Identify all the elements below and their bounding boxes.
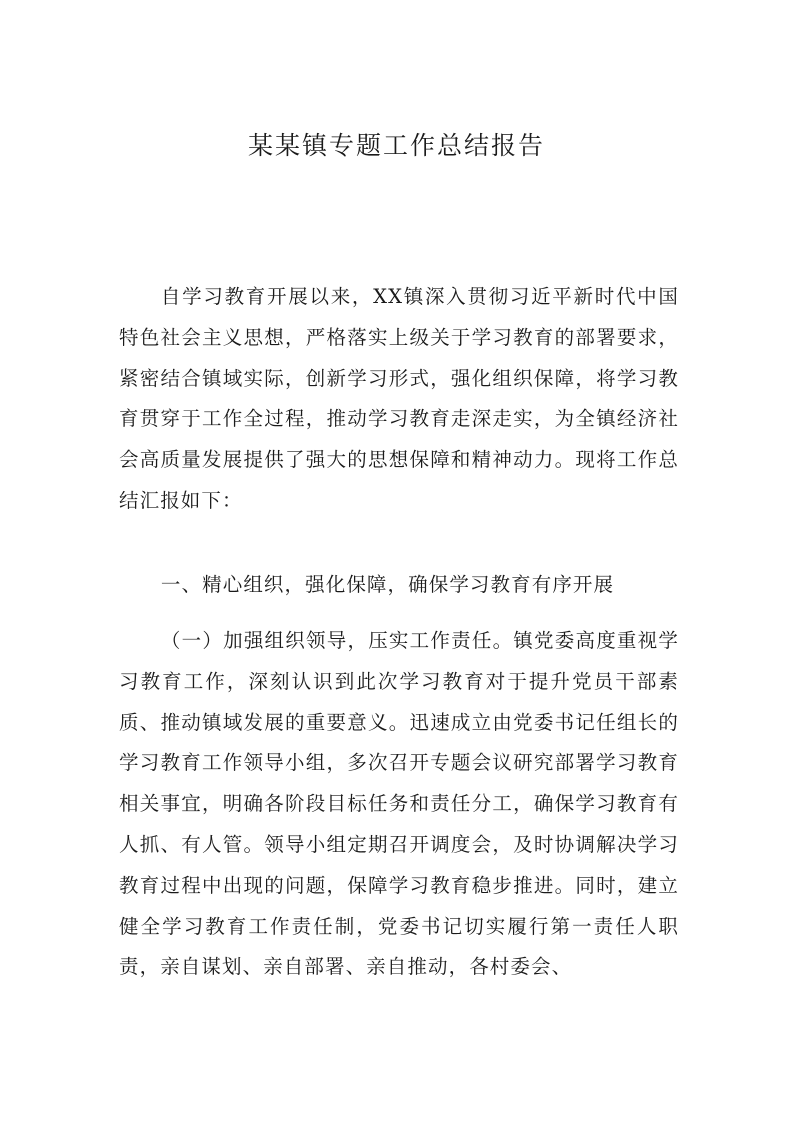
intro-paragraph: 自学习教育开展以来，XX镇深入贯彻习近平新时代中国特色社会主义思想，严格落实上级关于学习教育的部署要求，紧密结合镇域实际，创新学习形式，强化组织保障，将学习教育贯穿于工作全过程，推动学习教育走深走实，为全镇经济社会高质量发展提供了强大的思想保障和精神动力。现将工作总结汇报如下： [119,285,679,512]
section-heading-1: 一、精心组织，强化保障，确保学习教育有序开展 [160,573,615,596]
document-title: 某某镇专题工作总结报告 [247,131,545,160]
subsection-paragraph-1: （一）加强组织领导，压实工作责任。镇党委高度重视学习教育工作，深刻认识到此次学习教育对于提升党员干部素质、推动镇域发展的重要意义。迅速成立由党委书记任组长的学习教育工作领导小组，多次召开专题会议研究部署学习教育相关事宜，明确各阶段目标任务和责任分工，确保学习教育有人抓、有人管。领导小组定期召开调度会，及时协调解决学习教育过程中出现的问题，保障学习教育稳步推进。同时，建立健全学习教育工作责任制，党委书记切实履行第一责任人职责，亲自谋划、亲自部署、亲自推动，各村委会、 [119,629,679,979]
